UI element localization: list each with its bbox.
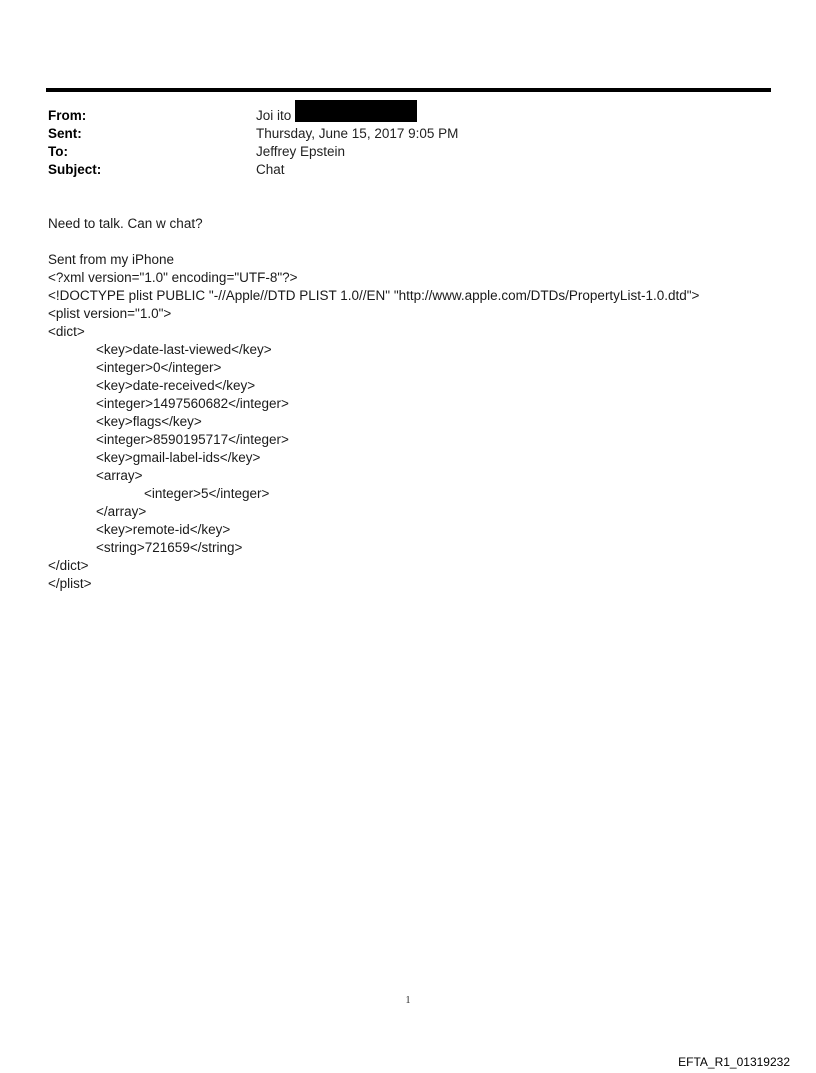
xml-line: <key>date-last-viewed</key> <box>96 342 272 357</box>
xml-line: </array> <box>96 504 147 519</box>
subject-value: Chat <box>256 162 285 177</box>
xml-line: <key>gmail-label-ids</key> <box>96 450 261 465</box>
from-row <box>48 107 458 125</box>
xml-line: <!DOCTYPE plist PUBLIC "-//Apple//DTD PLIST 1.0//EN" "http://www.apple.com/DTDs/PropertyList-1.0.dtd"> <box>48 288 700 303</box>
email-header <box>48 107 458 179</box>
blank-line <box>48 233 699 251</box>
email-body <box>48 215 699 593</box>
bates-number: EFTA_R1_01319232 <box>678 1055 790 1069</box>
subject-row <box>48 161 458 179</box>
xml-line: <integer>1497560682</integer> <box>96 396 289 411</box>
to-label: To: <box>48 144 68 159</box>
message-text: Need to talk. Can w chat? <box>48 216 203 231</box>
from-value <box>256 107 417 125</box>
xml-line: <dict> <box>48 324 85 339</box>
to-row <box>48 143 458 161</box>
sent-row <box>48 125 458 143</box>
xml-line: </plist> <box>48 576 92 591</box>
page-number: 1 <box>405 995 411 1006</box>
from-label: From: <box>48 108 87 123</box>
xml-line: </dict> <box>48 558 89 573</box>
xml-line: <integer>8590195717</integer> <box>96 432 289 447</box>
xml-line: <?xml version="1.0" encoding="UTF-8"?> <box>48 270 298 285</box>
sent-label: Sent: <box>48 126 82 141</box>
xml-line: <plist version="1.0"> <box>48 306 172 321</box>
subject-label: Subject: <box>48 162 102 177</box>
xml-line: <key>flags</key> <box>96 414 202 429</box>
from-name: Joi ito <box>256 108 292 123</box>
xml-line: <integer>0</integer> <box>96 360 222 375</box>
xml-line: <key>date-received</key> <box>96 378 256 393</box>
xml-line: <key>remote-id</key> <box>96 522 231 537</box>
header-divider <box>46 88 771 92</box>
signature-text: Sent from my iPhone <box>48 252 175 267</box>
xml-line: <string>721659</string> <box>96 540 243 555</box>
xml-line: <array> <box>96 468 143 483</box>
xml-line: <integer>5</integer> <box>144 486 270 501</box>
redaction-box <box>295 100 417 122</box>
sent-value: Thursday, June 15, 2017 9:05 PM <box>256 126 459 141</box>
to-value: Jeffrey Epstein <box>256 144 346 159</box>
